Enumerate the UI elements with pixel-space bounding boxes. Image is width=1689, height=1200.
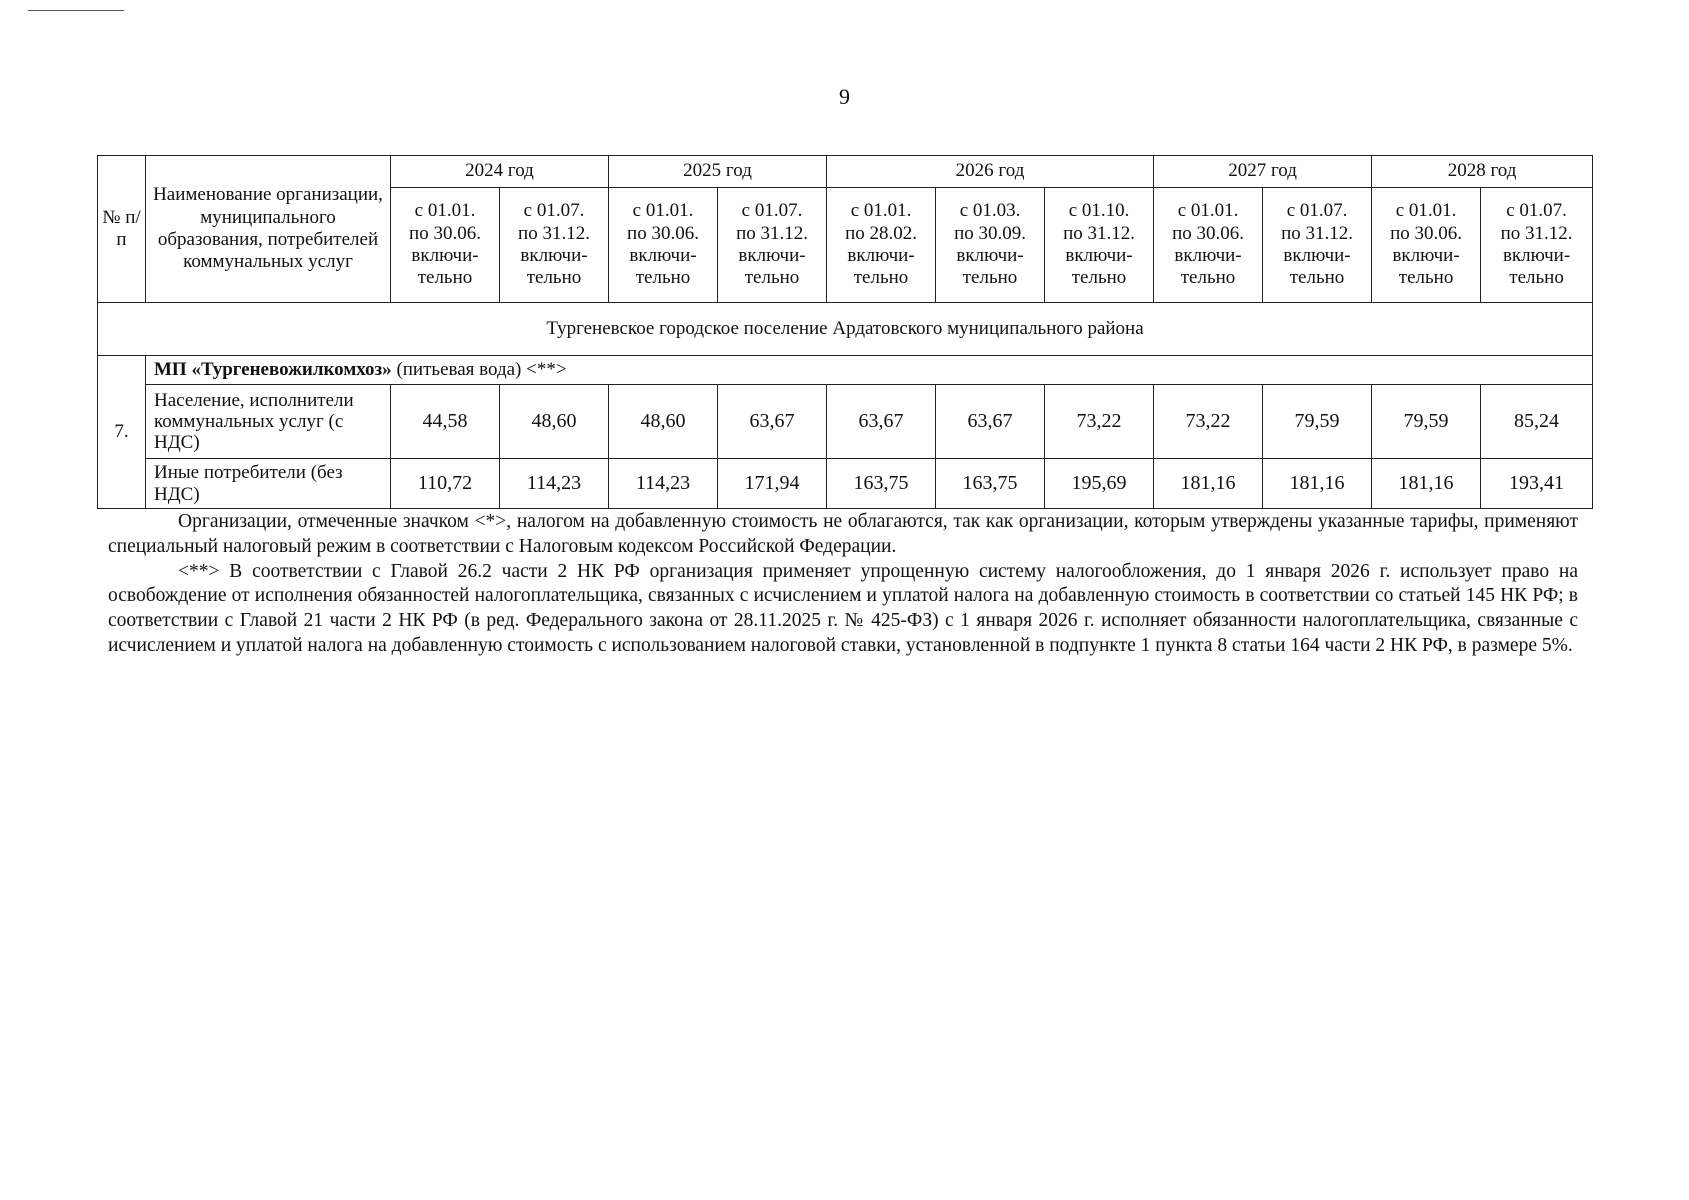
tariff-value: 63,67 (936, 385, 1045, 459)
tariff-value: 63,67 (827, 385, 936, 459)
period-header: с 01.01. по 28.02. включи- тельно (827, 188, 936, 303)
table-row (98, 385, 1593, 459)
consumer-category: Население, исполнители коммунальных услуг (с НДС) (146, 385, 391, 459)
row-number: 7. (98, 356, 146, 509)
tariff-value: 195,69 (1045, 459, 1154, 509)
period-header: с 01.07. по 31.12. включи- тельно (1481, 188, 1593, 303)
tariff-value: 73,22 (1154, 385, 1263, 459)
year-header-2026: 2026 год (827, 156, 1154, 188)
period-header: с 01.01. по 30.06. включи- тельно (609, 188, 718, 303)
period-header: с 01.01. по 30.06. включи- тельно (1154, 188, 1263, 303)
tariff-value: 79,59 (1372, 385, 1481, 459)
tariff-value: 114,23 (609, 459, 718, 509)
tariff-value: 73,22 (1045, 385, 1154, 459)
organization-name (146, 356, 1593, 385)
footnote-simplified-taxation: <**> В соответствии с Главой 26.2 части 2 НК РФ организация применяет упрощенную систему налогообложения, до 1 января 2026 г. использует право на освобождение от исполнения обязанностей налогоплательщика, связанных с исчислением и уплатой налога на добавленную стоимость в соответствии со статьей 145 НК РФ; в соответствии с Главой 21 части 2 НК РФ (в ред. Федерального закона от 28.11.2025 г. № 425-ФЗ) с 1 января 2026 г. исполняет обязанности налогоплательщика, связанные с исчислением и уплатой налога на добавленную стоимость с использованием налоговой ставки, установленной в подпункте 1 пункта 8 статьи 164 части 2 НК РФ, в размере 5%. (108, 560, 1578, 656)
period-header: с 01.01. по 30.06. включи- тельно (1372, 188, 1481, 303)
footnote-vat-exempt: Организации, отмеченные значком <*>, налогом на добавленную стоимость не облагаются, так как организации, которым утверждены указанные тарифы, применяют специальный налоговый режим в соответствии с Налоговым кодексом Российской Федерации. (108, 511, 1578, 557)
tariff-value: 181,16 (1263, 459, 1372, 509)
tariff-value: 44,58 (391, 385, 500, 459)
year-header-row (98, 156, 1593, 188)
tariff-value: 85,24 (1481, 385, 1593, 459)
footnotes (108, 510, 1578, 659)
period-header: с 01.03. по 30.09. включи- тельно (936, 188, 1045, 303)
period-header: с 01.07. по 31.12. включи- тельно (500, 188, 609, 303)
tariff-value: 79,59 (1263, 385, 1372, 459)
tariff-value: 114,23 (500, 459, 609, 509)
period-header: с 01.07. по 31.12. включи- тельно (1263, 188, 1372, 303)
period-header: с 01.01. по 30.06. включи- тельно (391, 188, 500, 303)
organization-name-suffix: (питьевая вода) <**> (391, 358, 567, 380)
region-title: Тургеневское городское поселение Ардатовского муниципального района (98, 303, 1593, 356)
period-header: с 01.07. по 31.12. включи- тельно (718, 188, 827, 303)
organization-name-bold: МП «Тургеневожилкомхоз» (154, 358, 392, 380)
tariff-value: 48,60 (500, 385, 609, 459)
tariff-table (97, 155, 1593, 509)
tariff-value: 181,16 (1154, 459, 1263, 509)
org-row (98, 356, 1593, 385)
consumer-category: Иные потребители (без НДС) (146, 459, 391, 509)
top-rule (28, 10, 124, 11)
year-header-2025: 2025 год (609, 156, 827, 188)
year-header-2028: 2028 год (1372, 156, 1593, 188)
tariff-value: 181,16 (1372, 459, 1481, 509)
number-column-header: № п/п (98, 156, 146, 303)
tariff-value: 110,72 (391, 459, 500, 509)
tariff-value: 48,60 (609, 385, 718, 459)
tariff-value: 63,67 (718, 385, 827, 459)
tariff-value: 163,75 (827, 459, 936, 509)
year-header-2027: 2027 год (1154, 156, 1372, 188)
tariff-value: 163,75 (936, 459, 1045, 509)
year-header-2024: 2024 год (391, 156, 609, 188)
period-header: с 01.10. по 31.12. включи- тельно (1045, 188, 1154, 303)
tariff-value: 171,94 (718, 459, 827, 509)
name-column-header: Наименование организации, муниципального образования, потребителей коммунальных услуг (146, 156, 391, 303)
page-number: 9 (839, 84, 850, 109)
tariff-value: 193,41 (1481, 459, 1593, 509)
region-row (98, 303, 1593, 356)
table-row (98, 459, 1593, 509)
